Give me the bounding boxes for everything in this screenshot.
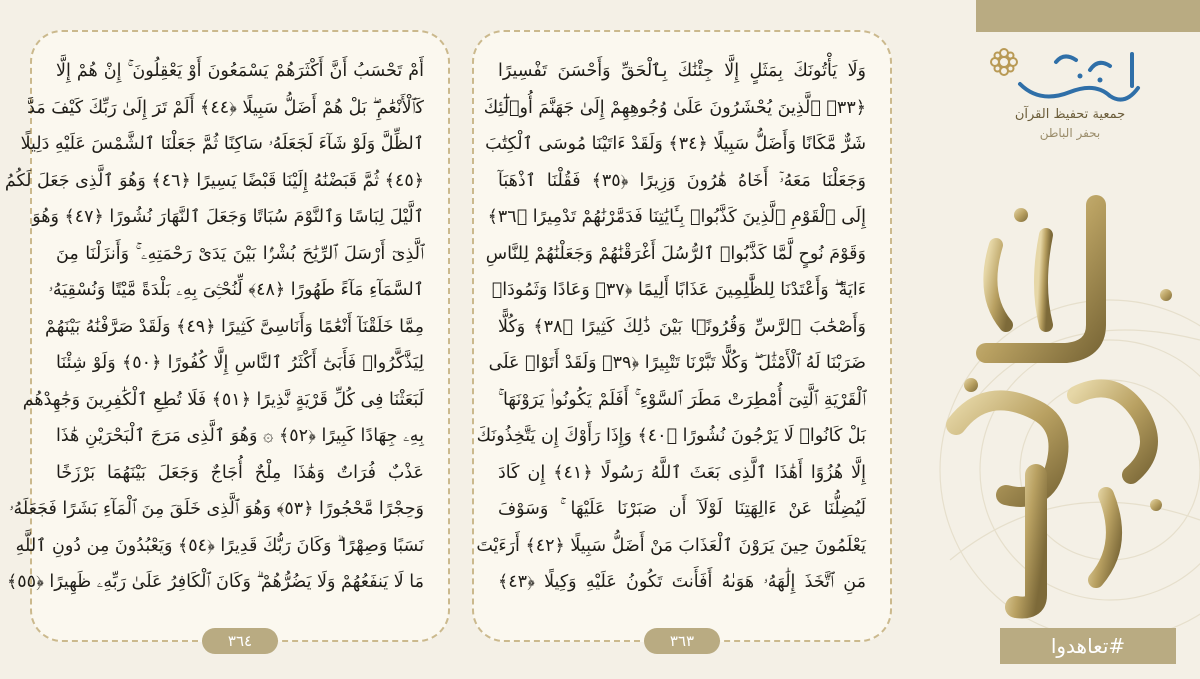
verse-line: ءَايَةً ۖ وَأَعْتَدْنَا لِلظَّٰلِمِينَ عَذَابًا أَلِيمًا ﴿٣٧﴾ وَعَادًا وَثَمُودَا۟ xyxy=(491,280,866,300)
calligraphy-artwork xyxy=(926,175,1196,615)
verse-line: لِيَذَّكَّرُوا۟ فَأَبَىٰٓ أَكْثَرُ ٱلنَّاسِ إِلَّا كُفُورًا ﴿٥٠﴾ وَلَوْ شِئْنَا xyxy=(56,353,424,373)
organization-name xyxy=(990,106,1150,142)
verse-line: مَنِ ٱتَّخَذَ إِلَٰهَهُۥ هَوَىٰهُ أَفَأَنتَ تَكُونُ عَلَيْهِ وَكِيلًا ﴿٤٣﴾ xyxy=(498,572,866,592)
verse-line: إِلَّا هُزُوًا أَهَٰذَا ٱلَّذِى بَعَثَ ٱللَّهُ رَسُولًا ﴿٤١﴾ إِن كَادَ xyxy=(498,462,866,483)
verse-line: ٱلظِّلَّ وَلَوْ شَآءَ لَجَعَلَهُۥ سَاكِنًا ثُمَّ جَعَلْنَا ٱلشَّمْسَ عَلَيْهِ دَلِيلًا xyxy=(20,134,424,154)
quran-page-left xyxy=(4,30,450,650)
verse-line: وَأَصْحَٰبَ ٱلرَّسِّ وَقُرُونًۢا بَيْنَ ذَٰلِكَ كَثِيرًا ﴿٣٨﴾ وَكُلًّا xyxy=(498,316,866,337)
top-accent-bar xyxy=(976,0,1200,32)
page-number: ٣٦٣ xyxy=(644,628,720,654)
org-name-line: جمعية تحفيظ القرآن xyxy=(1014,107,1126,122)
right-page-lines xyxy=(476,58,866,596)
verse-line: مَا لَا يَنفَعُهُمْ وَلَا يَضُرُّهُمْ ۗ وَكَانَ ٱلْكَافِرُ عَلَىٰ رَبِّهِۦ ظَهِيرًا ﴿٥٥﴾ xyxy=(7,572,424,592)
verse-line: ٱلْقَرْيَةِ ٱلَّتِىٓ أُمْطِرَتْ مَطَرَ ٱلسَّوْءِ ۚ أَفَلَمْ يَكُونُوا۟ يَرَوْنَهَا ۚ xyxy=(498,389,866,410)
verse-line: وَقَوْمَ نُوحٍ لَّمَّا كَذَّبُوا۟ ٱلرُّسُلَ أَغْرَقْنَٰهُمْ وَجَعَلْنَٰهُمْ لِلنَّاسِ xyxy=(485,243,866,264)
verse-line: ٱلَّيْلَ لِبَاسًا وَٱلنَّوْمَ سُبَاتًا وَجَعَلَ ٱلنَّهَارَ نُشُورًا ﴿٤٧﴾ وَهُوَ xyxy=(32,207,424,227)
verse-line: نَسَبًا وَصِهْرًا ۗ وَكَانَ رَبُّكَ قَدِيرًا ﴿٥٤﴾ وَيَعْبُدُونَ مِن دُونِ ٱللَّهِ xyxy=(15,535,424,556)
quran-page-right xyxy=(472,30,892,650)
verse-line: مِمَّا خَلَقْنَآ أَنْعَٰمًا وَأَنَاسِىَّ كَثِيرًا ﴿٤٩﴾ وَلَقَدْ صَرَّفْنَٰهُ بَيْنَهُمْ xyxy=(44,316,424,337)
verse-line: وَلَا يَأْتُونَكَ بِمَثَلٍ إِلَّا جِئْنَٰكَ بِٱلْحَقِّ وَأَحْسَنَ تَفْسِيرًا xyxy=(498,61,866,81)
verse-line: بِهِۦ جِهَادًا كَبِيرًا ﴿٥٢﴾ ۞ وَهُوَ ٱلَّذِى مَرَجَ ٱلْبَحْرَيْنِ هَٰذَا xyxy=(56,426,424,446)
verse-line: وَحِجْرًا مَّحْجُورًا ﴿٥٣﴾ وَهُوَ ٱلَّذِى خَلَقَ مِنَ ٱلْمَآءِ بَشَرًا فَجَعَلَهُۥ xyxy=(9,499,424,519)
verse-line: ٱلسَّمَآءِ مَآءً طَهُورًا ﴿٤٨﴾ لِّنُحْـِۧىَ بِهِۦ بَلْدَةً مَّيْتًا وَنُسْقِيَهُۥ xyxy=(48,280,424,300)
verse-line: شَرٌّ مَّكَانًا وَأَضَلُّ سَبِيلًا ﴿٣٤﴾ وَلَقَدْ ءَاتَيْنَا مُوسَى ٱلْكِتَٰبَ xyxy=(485,134,866,154)
verse-line: وَجَعَلْنَا مَعَهُۥٓ أَخَاهُ هَٰرُونَ وَزِيرًا ﴿٣٥﴾ فَقُلْنَا ٱذْهَبَآ xyxy=(498,170,866,191)
verse-line: لَبَعَثْنَا فِى كُلِّ قَرْيَةٍ نَّذِيرًا ﴿٥١﴾ فَلَا تُطِعِ ٱلْكَٰفِرِينَ وَجَٰهِدْهُم xyxy=(22,389,424,410)
verse-line: ﴿٤٥﴾ ثُمَّ قَبَضْنَٰهُ إِلَيْنَا قَبْضًا يَسِيرًا ﴿٤٦﴾ وَهُوَ ٱلَّذِى جَعَلَ لَكُمُ xyxy=(4,170,424,191)
verse-line: كَٱلْأَنْعَٰمِ ۖ بَلْ هُمْ أَضَلُّ سَبِيلًا ﴿٤٤﴾ أَلَمْ تَرَ إِلَىٰ رَبِّكَ كَيْفَ مَدَّ xyxy=(27,97,424,118)
verse-line: بَلْ كَانُوا۟ لَا يَرْجُونَ نُشُورًا ﴿٤٠﴾ وَإِذَا رَأَوْكَ إِن يَتَّخِذُونَكَ xyxy=(476,426,866,446)
page-number: ٣٦٤ xyxy=(202,628,278,654)
verse-line: أَمْ تَحْسَبُ أَنَّ أَكْثَرَهُمْ يَسْمَعُونَ أَوْ يَعْقِلُونَ ۚ إِنْ هُمْ إِلَّا xyxy=(56,61,424,81)
verse-line: ضَرَبْنَا لَهُ ٱلْأَمْثَٰلَ ۖ وَكُلًّا تَبَّرْنَا تَتْبِيرًا ﴿٣٩﴾ وَلَقَدْ أَتَوْا۟ عَلَى xyxy=(488,353,866,373)
verse-line: ٱلَّذِىٓ أَرْسَلَ ٱلرِّيَٰحَ بُشْرًۢا بَيْنَ يَدَىْ رَحْمَتِهِۦ ۚ وَأَنزَلْنَا مِنَ xyxy=(56,243,424,264)
verse-line: يَعْلَمُونَ حِينَ يَرَوْنَ ٱلْعَذَابَ مَنْ أَضَلُّ سَبِيلًا ﴿٤٢﴾ أَرَءَيْتَ xyxy=(476,535,866,556)
left-page-lines xyxy=(4,58,424,596)
hashtag-badge: #تعاهدوا xyxy=(1000,628,1176,664)
org-location-line: بحفر الباطن xyxy=(1039,126,1101,140)
verse-line: لَيُضِلُّنَا عَنْ ءَالِهَتِنَا لَوْلَآ أَن صَبَرْنَا عَلَيْهَا ۚ وَسَوْفَ xyxy=(498,499,866,519)
verse-line: إِلَى ٱلْقَوْمِ ٱلَّذِينَ كَذَّبُوا۟ بِـَٔايَٰتِنَا فَدَمَّرْنَٰهُمْ تَدْمِيرًا ﴿٣٦﴾ xyxy=(487,207,866,227)
verse-line: عَذْبٌ فُرَاتٌ وَهَٰذَا مِلْحٌ أُجَاجٌ وَجَعَلَ بَيْنَهُمَا بَرْزَخًا xyxy=(56,462,424,483)
verse-line: ﴿٣٣﴾ ٱلَّذِينَ يُحْشَرُونَ عَلَىٰ وُجُوهِهِمْ إِلَىٰ جَهَنَّمَ أُو۟لَٰٓئِكَ xyxy=(483,97,866,118)
